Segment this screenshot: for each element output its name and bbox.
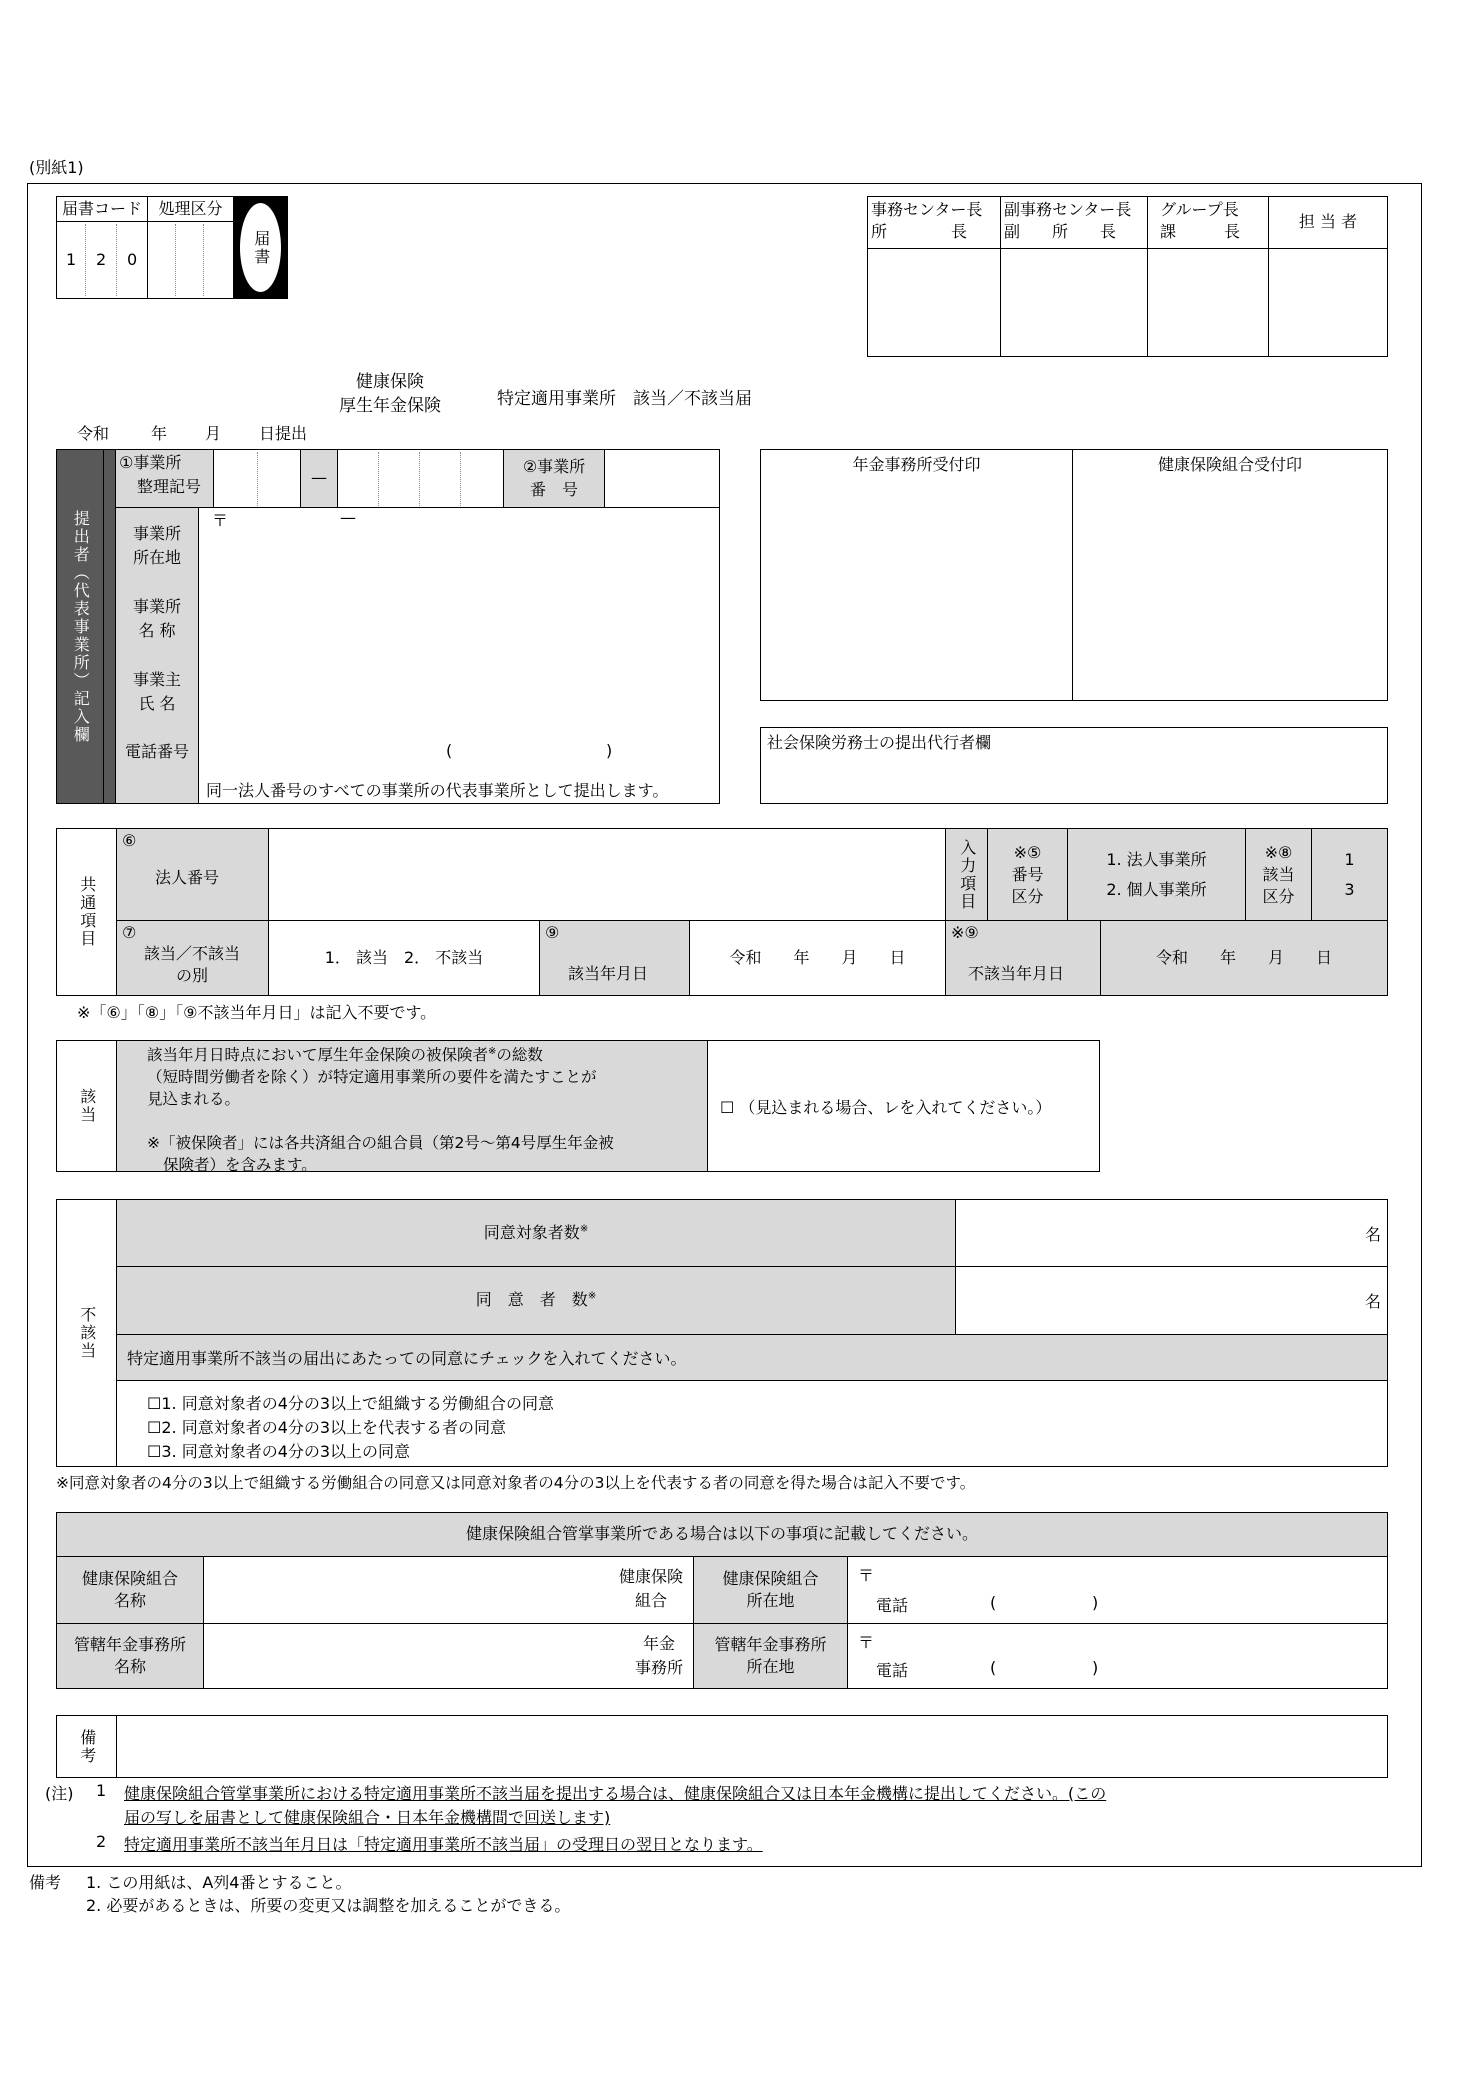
side-label-text: 共通項目 xyxy=(77,876,97,948)
agent-label: 社会保険労務士の提出代行者欄 xyxy=(767,733,992,752)
pension-office-address-input[interactable] xyxy=(847,1623,1388,1689)
submission-oval xyxy=(240,203,281,292)
phone-label: 電話 xyxy=(876,1596,909,1615)
note-number: 1 xyxy=(96,1781,107,1800)
declaration-text: 同一法人番号のすべての事業所の代表事業所として提出します。 xyxy=(206,781,669,800)
common-note: ※「⑥」「⑧」「⑨不該当年月日」は記入不要です。 xyxy=(77,1003,437,1022)
label-line: 区分 xyxy=(1011,886,1044,906)
era: 令和 xyxy=(77,424,110,443)
submitter-side-label xyxy=(56,449,104,804)
approval-stamp-cell[interactable] xyxy=(1147,248,1269,357)
office-code-input-2[interactable] xyxy=(337,449,504,508)
agent-box[interactable] xyxy=(760,727,1388,804)
day: 日提出 xyxy=(259,424,308,443)
suffix-line: 事務所 xyxy=(634,1658,683,1677)
criteria-text: 見込まれる。 xyxy=(147,1090,241,1109)
applicable-checkbox[interactable] xyxy=(707,1040,1100,1172)
label-line: 区分 xyxy=(1262,886,1295,906)
note-text: 健康保険組合管掌事業所における特定適用事業所不該当届を提出する場合は、健康保険組合又は日本年金機構に提出してください。(この xyxy=(124,1784,1107,1803)
applicable-type-values xyxy=(1311,828,1388,921)
approval-header-sub: 副 所 長 xyxy=(1004,222,1117,241)
footnote-mark: ※ xyxy=(587,1290,597,1302)
unit: 名 xyxy=(1364,1292,1381,1311)
approval-header-sub: 課 長 xyxy=(1160,222,1241,241)
insurance-line: 健康保険 xyxy=(356,372,424,392)
label-line: 事業所 xyxy=(132,524,181,543)
target-count-input[interactable] xyxy=(955,1199,1388,1267)
notes-prefix: (注) xyxy=(45,1784,74,1803)
criteria-text: （短時間労働者を除く）が特定適用事業所の要件を満たすことが xyxy=(147,1068,597,1087)
label-line: 氏 名 xyxy=(138,694,176,713)
note-text: 特定適用事業所不該当年月日は「特定適用事業所不該当届」の受理日の翌日となります。 xyxy=(124,1835,763,1854)
label-line: ②事業所 xyxy=(522,457,586,477)
process-field[interactable] xyxy=(147,221,234,299)
submit-date[interactable] xyxy=(77,421,307,444)
attachment-label: (別紙1) xyxy=(29,158,84,177)
label-line: 管轄年金事務所 xyxy=(73,1634,186,1654)
union-address-label xyxy=(693,1556,848,1624)
consent-options xyxy=(116,1380,1388,1467)
checkbox-label: ☐ （見込まれる場合、レを入れてください。） xyxy=(720,1097,1052,1117)
pension-office-name-label xyxy=(56,1623,204,1689)
phone-label: 電話 xyxy=(876,1661,909,1680)
unit: 名 xyxy=(1364,1224,1381,1244)
label-line: 管轄年金事務所 xyxy=(714,1634,827,1654)
footer-label: 備考 xyxy=(29,1873,62,1892)
label-text: 同 意 者 数 xyxy=(475,1290,588,1310)
label-line: の別 xyxy=(175,966,208,985)
label-line: 整理記号 xyxy=(137,477,202,496)
item-number: ⑥ xyxy=(122,831,137,850)
approval-header: 担 当 者 xyxy=(1268,196,1388,249)
approval-header: グループ長 xyxy=(1160,200,1239,219)
criteria-note: 保険者）を含みます。 xyxy=(163,1156,317,1175)
number-type-options[interactable] xyxy=(1067,828,1246,921)
label-text: 法人番号 xyxy=(155,868,220,887)
note-number: 2 xyxy=(96,1832,107,1851)
label-line: 名 称 xyxy=(138,621,176,640)
not-applicable-note: ※同意対象者の4分の3以上で組織する労働組合の同意又は同意対象者の4分の3以上を代表する者の同意を得た場合は記入不要です。 xyxy=(56,1474,976,1492)
criteria-note: ※「被保険者」には各共済組合の組合員（第2号～第4号厚生年金被 xyxy=(147,1134,614,1153)
union-address-input[interactable] xyxy=(847,1556,1388,1624)
label-line: 所在地 xyxy=(746,1591,795,1610)
postal-dash: — xyxy=(340,508,356,527)
value: 3 xyxy=(1344,879,1355,899)
insurance-type xyxy=(320,370,460,418)
item-number: ※⑨ xyxy=(951,923,979,942)
phone-label: 電話番号 xyxy=(124,742,189,761)
applicable-criteria xyxy=(116,1040,708,1175)
code-digit: 0 xyxy=(127,250,138,269)
common-side-label xyxy=(56,828,117,996)
footnote-mark: ※ xyxy=(488,1046,497,1057)
year: 年 xyxy=(151,424,168,443)
consent-option-checkbox[interactable]: ☐2. 同意対象者の4分の3以上を代表する者の同意 xyxy=(147,1418,507,1437)
label-line: 該当 xyxy=(1262,864,1295,884)
suffix-line: 組合 xyxy=(634,1591,667,1610)
office-name-label xyxy=(115,595,199,643)
label-line: 健康保険組合 xyxy=(722,1568,819,1588)
office-number-input[interactable] xyxy=(604,449,720,508)
label-text: 入力項目 xyxy=(957,838,977,911)
not-applicable-side-label xyxy=(56,1199,117,1467)
pension-office-stamp xyxy=(760,449,1073,701)
input-items-label xyxy=(945,828,988,921)
consent-option-checkbox[interactable]: ☐1. 同意対象者の4分の3以上で組織する労働組合の同意 xyxy=(147,1394,555,1413)
office-code-label xyxy=(115,449,214,508)
month: 月 xyxy=(205,424,222,443)
label-text: 不該当年月日 xyxy=(968,964,1065,983)
consent-option-checkbox[interactable]: ☐3. 同意対象者の4分の3以上の同意 xyxy=(147,1442,411,1461)
corp-number-label xyxy=(116,828,269,921)
office-code-dash: — xyxy=(300,449,338,508)
item-number: ⑨ xyxy=(545,923,560,942)
code-header: 届書コード xyxy=(56,196,148,222)
label-line: ①事業所 xyxy=(119,453,182,472)
oval-label: 届書 xyxy=(251,229,271,266)
label-line: 事業所 xyxy=(132,597,181,616)
criteria-text: 該当年月日時点において厚生年金保険の被保険者 xyxy=(147,1046,489,1065)
approval-stamp-cell[interactable] xyxy=(867,248,1001,357)
label-line: 番 号 xyxy=(529,479,578,499)
consent-count-label xyxy=(116,1266,956,1335)
pension-office-address-label xyxy=(693,1623,848,1689)
owner-name-label xyxy=(115,668,199,716)
label-line: 名称 xyxy=(113,1591,146,1610)
label-line: 該当／不該当 xyxy=(143,944,240,963)
label-text: 備考 xyxy=(77,1728,97,1765)
suffix-line: 年金 xyxy=(642,1634,675,1653)
code-digit: 1 xyxy=(66,250,77,269)
applicable-type-label xyxy=(1245,828,1312,921)
approval-header: 事務センター長 xyxy=(871,200,983,219)
phone-paren: ) xyxy=(606,741,613,760)
label-text: 該当年月日 xyxy=(568,964,649,983)
stamp-label: 年金事務所受付印 xyxy=(852,455,981,474)
postal-mark: 〒 xyxy=(858,1633,875,1652)
form-title: 特定適用事業所 該当／不該当届 xyxy=(497,389,752,409)
paren: ( xyxy=(990,1658,997,1677)
code-digit: 2 xyxy=(96,250,107,269)
postal-mark: 〒 xyxy=(212,511,229,530)
applicable-side-label xyxy=(56,1040,117,1172)
label-line: 健康保険組合 xyxy=(81,1568,178,1588)
option: 2. 個人事業所 xyxy=(1106,879,1207,899)
approval-stamp-cell[interactable] xyxy=(1000,248,1148,357)
target-count-label xyxy=(116,1199,956,1267)
consent-count-input[interactable] xyxy=(955,1266,1388,1335)
label-line: 番号 xyxy=(1011,864,1044,884)
side-label-text: 該当 xyxy=(77,1088,97,1124)
phone-paren: ( xyxy=(446,741,453,760)
side-label-text: 不該当 xyxy=(77,1306,97,1360)
paren: ( xyxy=(990,1593,997,1612)
item-number: ⑦ xyxy=(122,923,137,942)
note-text: 届の写しを届書として健康保険組合・日本年金機構間で回送します) xyxy=(124,1808,611,1827)
submitter-info-area[interactable] xyxy=(198,507,720,804)
label-line: ※⑤ xyxy=(1013,842,1042,862)
status-options[interactable]: 1． 該当 2． 不該当 xyxy=(268,920,540,996)
status-label xyxy=(116,920,269,996)
option: 1. 法人事業所 xyxy=(1106,849,1207,869)
union-name-input[interactable] xyxy=(203,1556,694,1624)
office-number-label xyxy=(503,449,605,508)
remarks-input[interactable] xyxy=(116,1715,1388,1778)
suffix-line: 健康保険 xyxy=(618,1567,683,1586)
value: 1 xyxy=(1344,849,1355,869)
corp-number-input[interactable] xyxy=(268,828,946,921)
approval-header: 副事務センター長 xyxy=(1004,200,1132,219)
approval-stamp-cell[interactable] xyxy=(1268,248,1388,357)
paren: ) xyxy=(1092,1593,1099,1612)
label-line: 名称 xyxy=(113,1657,146,1676)
number-type-label xyxy=(987,828,1068,921)
address-label xyxy=(115,522,199,570)
label-text: 同意対象者数 xyxy=(483,1222,580,1242)
not-applicable-date-input: 令和 年 月 日 xyxy=(1100,920,1388,996)
remarks-label xyxy=(56,1715,117,1778)
approval-header-sub: 所 長 xyxy=(871,222,968,241)
postal-mark: 〒 xyxy=(858,1566,875,1585)
side-label-text: 提出者（代表事業所）記入欄 xyxy=(71,509,91,744)
footnote-mark: ※ xyxy=(579,1223,589,1235)
label-line: 所在地 xyxy=(746,1657,795,1676)
health-union-header: 健康保険組合管掌事業所である場合は以下の事項に記載してください。 xyxy=(56,1512,1388,1557)
insurance-line: 厚生年金保険 xyxy=(339,396,441,416)
not-applicable-date-label xyxy=(945,920,1101,996)
label-line: ※⑧ xyxy=(1264,842,1293,862)
health-union-stamp xyxy=(1072,449,1388,701)
footer-item: 2. 必要があるときは、所要の変更又は調整を加えることができる。 xyxy=(86,1896,571,1915)
union-name-label xyxy=(56,1556,204,1624)
label-line: 事業主 xyxy=(132,670,181,689)
stamp-label: 健康保険組合受付印 xyxy=(1157,455,1302,474)
applicable-date-input[interactable]: 令和 年 月 日 xyxy=(689,920,946,996)
process-header: 処理区分 xyxy=(147,196,234,222)
footer-item: 1. この用紙は、A列4番とすること。 xyxy=(86,1873,352,1892)
instruction-text: 特定適用事業所不該当の届出にあたっての同意にチェックを入れてください。 xyxy=(127,1349,687,1368)
applicable-date-label xyxy=(539,920,690,996)
criteria-text: の総数 xyxy=(496,1046,543,1065)
paren: ) xyxy=(1092,1658,1099,1677)
pension-office-name-input[interactable] xyxy=(203,1623,694,1689)
consent-instruction xyxy=(116,1334,1388,1381)
label-line: 所在地 xyxy=(132,548,181,567)
